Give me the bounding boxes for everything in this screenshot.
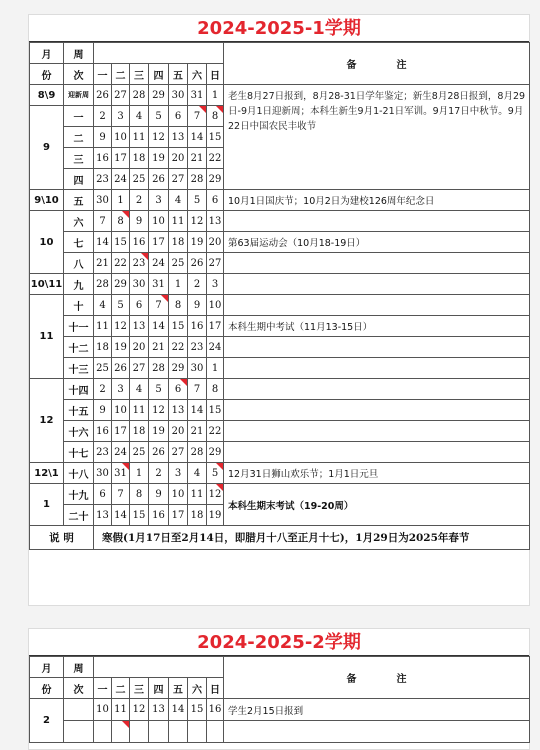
day-cell: 10 (112, 400, 130, 421)
note-cell: 学生2月15日报到 (224, 699, 530, 721)
day-cell: 28 (149, 358, 169, 379)
day-cell: 30 (130, 274, 149, 295)
day-cell: 7 (188, 106, 207, 127)
notes-header: 备 注 (224, 657, 530, 699)
month-label: 11 (30, 295, 64, 379)
day-cell: 12 (149, 127, 169, 148)
day-cell: 24 (207, 337, 224, 358)
day-cell: 30 (94, 463, 112, 484)
note-cell: 本科生期中考试（11月13-15日） (224, 316, 530, 337)
weekday-header: 一 (94, 64, 112, 85)
weekday-header-blank (94, 43, 224, 64)
day-cell: 1 (112, 190, 130, 211)
note-cell (224, 721, 530, 743)
day-cell: 7 (188, 379, 207, 400)
week-row (30, 295, 530, 316)
semester2-title: 2024-2025-2学期 (29, 629, 529, 656)
day-cell: 28 (188, 442, 207, 463)
month-label: 2 (30, 699, 64, 743)
week-number: 九 (64, 274, 94, 295)
day-cell: 1 (207, 358, 224, 379)
day-cell: 21 (94, 253, 112, 274)
month-label: 12\1 (30, 463, 64, 484)
week-number: 一 (64, 106, 94, 127)
day-cell: 24 (149, 253, 169, 274)
day-cell: 8 (207, 379, 224, 400)
day-cell: 27 (207, 253, 224, 274)
day-cell: 12 (130, 699, 149, 721)
day-cell: 12 (112, 316, 130, 337)
month-label: 8\9 (30, 85, 64, 106)
day-cell: 10 (112, 127, 130, 148)
week-row (30, 463, 530, 484)
week-row (30, 85, 530, 106)
day-cell: 22 (207, 421, 224, 442)
day-cell: 19 (207, 505, 224, 526)
day-cell: 8 (169, 295, 188, 316)
day-cell: 17 (112, 421, 130, 442)
day-cell: 26 (112, 358, 130, 379)
day-cell: 28 (94, 274, 112, 295)
day-cell: 10 (207, 295, 224, 316)
week-number: 十九 (64, 484, 94, 505)
day-cell: 27 (169, 442, 188, 463)
day-cell: 14 (188, 400, 207, 421)
weekday-header: 六 (188, 64, 207, 85)
semester1-table (29, 42, 530, 550)
day-cell: 29 (169, 358, 188, 379)
day-cell: 24 (112, 169, 130, 190)
note-cell (224, 358, 530, 379)
weekday-header: 日 (207, 64, 224, 85)
semester1-title: 2024-2025-1学期 (29, 15, 529, 42)
notes-header: 备 注 (224, 43, 530, 85)
weekday-header: 五 (169, 678, 188, 699)
day-cell: 23 (188, 337, 207, 358)
week-number: 十八 (64, 463, 94, 484)
day-cell: 17 (207, 316, 224, 337)
week-row (30, 316, 530, 337)
day-cell: 25 (94, 358, 112, 379)
week-number: 十二 (64, 337, 94, 358)
day-cell: 14 (149, 316, 169, 337)
week-number: 七 (64, 232, 94, 253)
note-cell (224, 295, 530, 316)
weekday-header: 二 (112, 678, 130, 699)
day-cell: 2 (149, 463, 169, 484)
month-label: 10 (30, 211, 64, 274)
week-row (30, 232, 530, 253)
day-cell: 11 (188, 484, 207, 505)
day-cell: 27 (130, 358, 149, 379)
day-cell: 18 (188, 505, 207, 526)
day-cell: 17 (112, 148, 130, 169)
note-cell (224, 253, 530, 274)
day-cell (94, 721, 112, 743)
day-cell: 3 (207, 274, 224, 295)
day-cell: 4 (130, 106, 149, 127)
note-cell: 本科生期末考试（19-20周） (224, 484, 530, 526)
day-cell: 15 (207, 127, 224, 148)
day-cell: 15 (188, 699, 207, 721)
day-cell: 16 (94, 148, 112, 169)
week-header-2: 次 (64, 678, 94, 699)
day-cell: 6 (207, 190, 224, 211)
semester2-calendar (28, 628, 530, 750)
note-cell (224, 211, 530, 232)
week-number: 四 (64, 169, 94, 190)
day-cell: 10 (94, 699, 112, 721)
day-cell: 29 (207, 442, 224, 463)
week-number: 二十 (64, 505, 94, 526)
weekday-header: 五 (169, 64, 188, 85)
month-header-2: 份 (30, 64, 64, 85)
month-label: 9 (30, 106, 64, 190)
day-cell: 31 (112, 463, 130, 484)
weekday-header-blank (94, 657, 224, 678)
day-cell: 2 (130, 190, 149, 211)
day-cell (130, 721, 149, 743)
day-cell: 9 (149, 484, 169, 505)
week-number: 十 (64, 295, 94, 316)
day-cell: 16 (149, 505, 169, 526)
day-cell: 13 (169, 400, 188, 421)
week-number: 八 (64, 253, 94, 274)
day-cell: 11 (130, 400, 149, 421)
week-number (64, 699, 94, 721)
day-cell: 18 (130, 148, 149, 169)
day-cell: 13 (169, 127, 188, 148)
week-row (30, 358, 530, 379)
day-cell: 8 (207, 106, 224, 127)
week-row (30, 442, 530, 463)
day-cell: 17 (149, 232, 169, 253)
day-cell: 30 (188, 358, 207, 379)
day-cell: 12 (207, 484, 224, 505)
day-cell: 15 (207, 400, 224, 421)
day-cell: 12 (188, 211, 207, 232)
day-cell: 4 (130, 379, 149, 400)
day-cell: 6 (94, 484, 112, 505)
month-header: 月 (30, 43, 64, 64)
day-cell: 6 (130, 295, 149, 316)
week-number: 十三 (64, 358, 94, 379)
week-row (30, 421, 530, 442)
day-cell: 3 (112, 379, 130, 400)
day-cell: 10 (169, 484, 188, 505)
month-label: 9\10 (30, 190, 64, 211)
week-number: 三 (64, 148, 94, 169)
week-header-2: 次 (64, 64, 94, 85)
day-cell: 23 (94, 442, 112, 463)
week-number: 迎新周 (64, 85, 94, 106)
day-cell: 14 (94, 232, 112, 253)
week-row (30, 379, 530, 400)
day-cell: 1 (130, 463, 149, 484)
month-label: 1 (30, 484, 64, 526)
day-cell: 24 (112, 442, 130, 463)
day-cell: 16 (207, 699, 224, 721)
day-cell (188, 721, 207, 743)
week-header: 周 (64, 657, 94, 678)
day-cell: 8 (112, 211, 130, 232)
day-cell: 27 (112, 85, 130, 106)
day-cell: 26 (188, 253, 207, 274)
weekday-header: 二 (112, 64, 130, 85)
day-cell: 7 (149, 295, 169, 316)
day-cell: 20 (169, 148, 188, 169)
day-cell: 16 (94, 421, 112, 442)
note-cell (224, 421, 530, 442)
day-cell: 1 (207, 85, 224, 106)
day-cell: 18 (94, 337, 112, 358)
weekday-header: 四 (149, 678, 169, 699)
day-cell: 23 (130, 253, 149, 274)
day-cell: 26 (149, 169, 169, 190)
day-cell: 29 (149, 85, 169, 106)
day-cell: 16 (188, 316, 207, 337)
day-cell: 3 (169, 463, 188, 484)
weekday-header: 六 (188, 678, 207, 699)
day-cell: 5 (149, 379, 169, 400)
day-cell: 27 (169, 169, 188, 190)
day-cell: 7 (94, 211, 112, 232)
day-cell: 21 (188, 148, 207, 169)
week-number: 六 (64, 211, 94, 232)
day-cell: 18 (169, 232, 188, 253)
day-cell: 21 (188, 421, 207, 442)
day-cell: 6 (169, 106, 188, 127)
day-cell: 6 (169, 379, 188, 400)
month-header: 月 (30, 657, 64, 678)
day-cell: 28 (130, 85, 149, 106)
week-row (30, 274, 530, 295)
day-cell: 5 (188, 190, 207, 211)
day-cell: 9 (94, 400, 112, 421)
day-cell: 2 (94, 379, 112, 400)
day-cell: 22 (169, 337, 188, 358)
week-number: 二 (64, 127, 94, 148)
weekday-header: 三 (130, 678, 149, 699)
week-row (30, 337, 530, 358)
day-cell: 30 (169, 85, 188, 106)
weekday-header: 三 (130, 64, 149, 85)
day-cell: 28 (188, 169, 207, 190)
day-cell: 26 (149, 442, 169, 463)
week-number: 十五 (64, 400, 94, 421)
day-cell: 15 (112, 232, 130, 253)
day-cell: 3 (112, 106, 130, 127)
day-cell: 11 (169, 211, 188, 232)
day-cell: 2 (188, 274, 207, 295)
day-cell: 18 (130, 421, 149, 442)
week-row (30, 190, 530, 211)
day-cell: 16 (130, 232, 149, 253)
day-cell (112, 721, 130, 743)
note-cell (224, 379, 530, 400)
week-number (64, 721, 94, 743)
day-cell: 4 (169, 190, 188, 211)
day-cell: 29 (207, 169, 224, 190)
week-number: 十六 (64, 421, 94, 442)
day-cell: 23 (94, 169, 112, 190)
day-cell: 13 (149, 699, 169, 721)
day-cell: 5 (149, 106, 169, 127)
day-cell: 22 (112, 253, 130, 274)
day-cell: 11 (94, 316, 112, 337)
day-cell: 19 (112, 337, 130, 358)
day-cell: 22 (207, 148, 224, 169)
day-cell: 9 (188, 295, 207, 316)
day-cell: 17 (169, 505, 188, 526)
week-number: 十一 (64, 316, 94, 337)
day-cell: 30 (94, 190, 112, 211)
day-cell: 4 (94, 295, 112, 316)
day-cell: 26 (94, 85, 112, 106)
day-cell: 15 (130, 505, 149, 526)
day-cell: 31 (188, 85, 207, 106)
week-number: 五 (64, 190, 94, 211)
month-label: 10\11 (30, 274, 64, 295)
day-cell (169, 721, 188, 743)
day-cell: 25 (130, 442, 149, 463)
day-cell: 5 (207, 463, 224, 484)
day-cell: 20 (169, 421, 188, 442)
note-cell: 老生8月27日报到，8月28-31日学年鉴定；新生8月28日报到，8月29日-9月1日迎新周；本科生新生9月1-21日军训。9月17日中秋节。9月22日中国农民丰收节 (224, 85, 530, 190)
week-header: 周 (64, 43, 94, 64)
day-cell: 8 (130, 484, 149, 505)
note-cell (224, 337, 530, 358)
day-cell (149, 721, 169, 743)
week-number: 十七 (64, 442, 94, 463)
day-cell: 31 (149, 274, 169, 295)
day-cell: 11 (130, 127, 149, 148)
day-cell: 14 (169, 699, 188, 721)
day-cell: 1 (169, 274, 188, 295)
day-cell: 20 (207, 232, 224, 253)
day-cell: 13 (130, 316, 149, 337)
month-header-2: 份 (30, 678, 64, 699)
note-cell: 第63届运动会（10月18-19日） (224, 232, 530, 253)
day-cell: 14 (112, 505, 130, 526)
day-cell: 21 (149, 337, 169, 358)
note-cell: 12月31日狮山欢乐节；1月1日元旦 (224, 463, 530, 484)
week-row (30, 253, 530, 274)
day-cell: 12 (149, 400, 169, 421)
footer-label: 说 明 (30, 526, 94, 550)
day-cell: 2 (94, 106, 112, 127)
semester1-calendar (28, 14, 530, 606)
day-cell: 14 (188, 127, 207, 148)
semester2-table (29, 656, 530, 743)
day-cell: 15 (169, 316, 188, 337)
day-cell: 13 (94, 505, 112, 526)
footer-note: 寒假(1月17日至2月14日，即腊月十八至正月十七)，1月29日为2025年春节 (94, 526, 530, 550)
week-number: 十四 (64, 379, 94, 400)
weekday-header: 一 (94, 678, 112, 699)
day-cell: 11 (112, 699, 130, 721)
day-cell: 9 (94, 127, 112, 148)
note-cell (224, 442, 530, 463)
day-cell: 20 (130, 337, 149, 358)
day-cell: 19 (149, 421, 169, 442)
day-cell: 19 (188, 232, 207, 253)
day-cell: 5 (112, 295, 130, 316)
day-cell: 4 (188, 463, 207, 484)
month-label: 12 (30, 379, 64, 463)
note-cell (224, 400, 530, 421)
day-cell: 10 (149, 211, 169, 232)
day-cell (207, 721, 224, 743)
day-cell: 13 (207, 211, 224, 232)
day-cell: 19 (149, 148, 169, 169)
weekday-header: 日 (207, 678, 224, 699)
day-cell: 3 (149, 190, 169, 211)
week-row (30, 400, 530, 421)
day-cell: 25 (169, 253, 188, 274)
day-cell: 9 (130, 211, 149, 232)
week-row (30, 211, 530, 232)
note-cell (224, 274, 530, 295)
note-cell: 10月1日国庆节；10月2日为建校126周年纪念日 (224, 190, 530, 211)
weekday-header: 四 (149, 64, 169, 85)
week-row (30, 484, 530, 505)
day-cell: 29 (112, 274, 130, 295)
day-cell: 25 (130, 169, 149, 190)
day-cell: 7 (112, 484, 130, 505)
